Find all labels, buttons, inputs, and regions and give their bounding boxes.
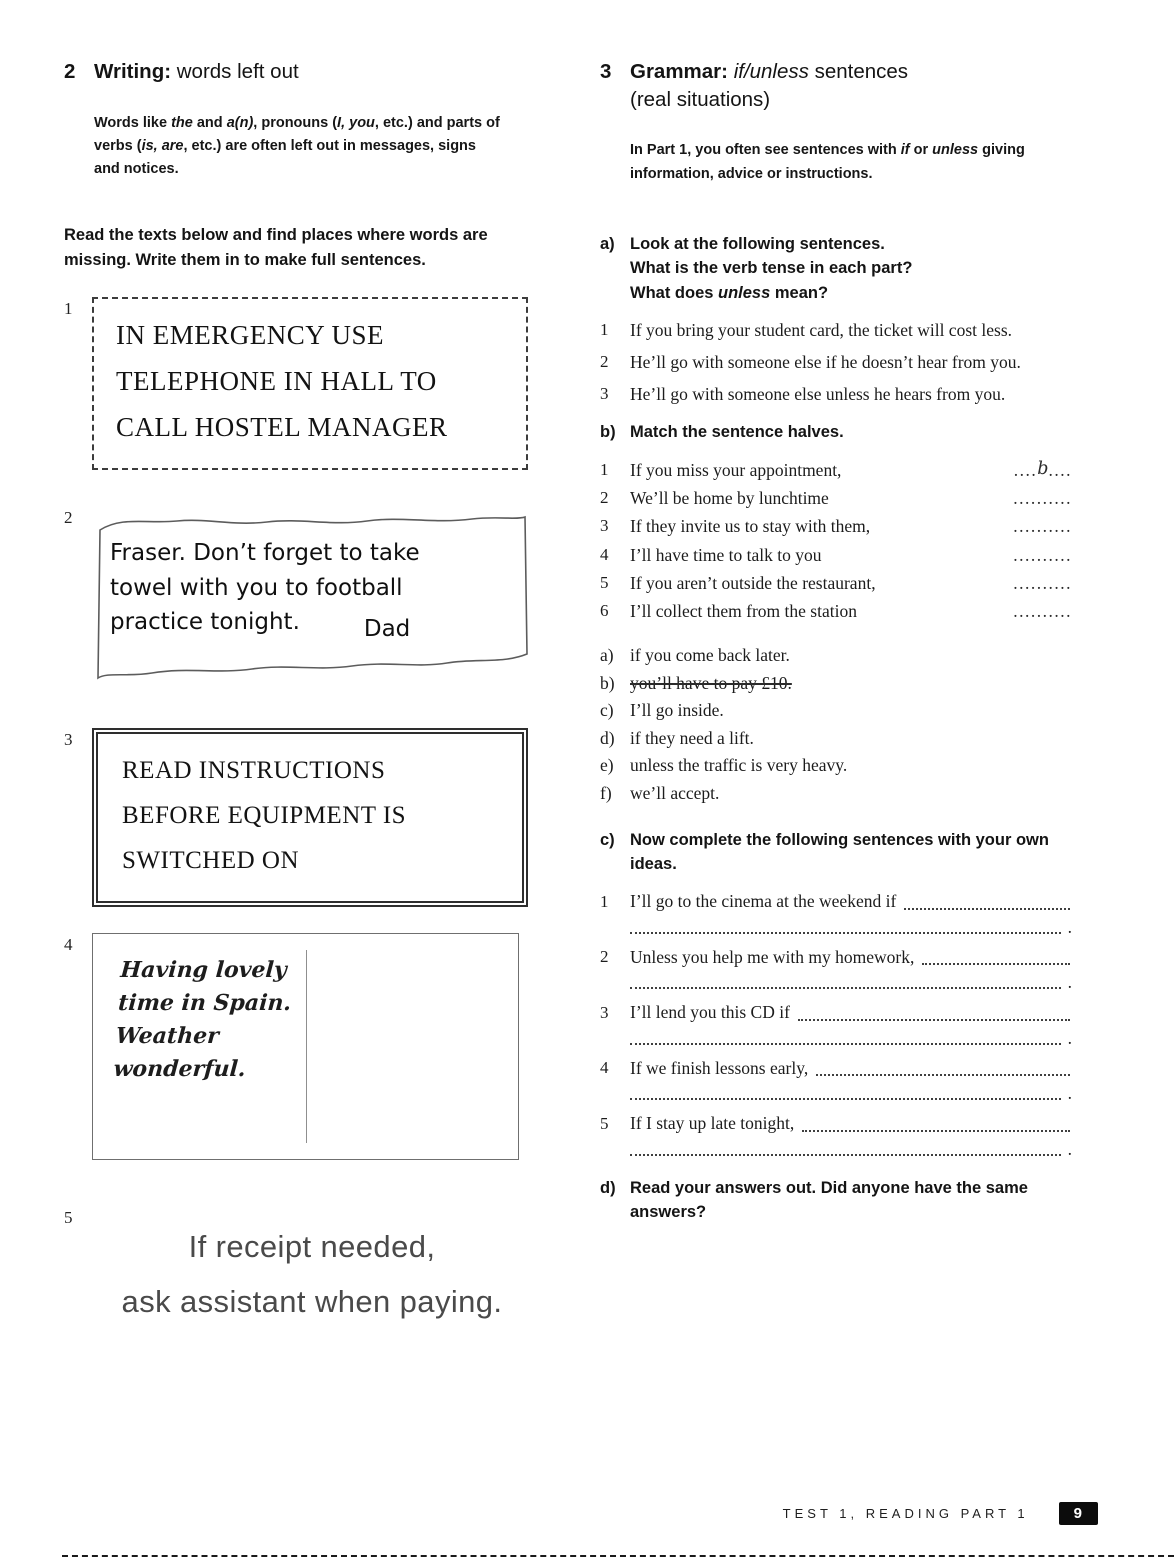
text-segment: . — [1067, 1138, 1072, 1159]
text-segment: ..... — [1042, 600, 1072, 621]
part-heading-text: Match the sentence halves. — [630, 423, 844, 442]
postcard-message — [112, 954, 294, 1086]
text-segment: or — [909, 142, 933, 159]
receipt-sign — [92, 1206, 532, 1329]
exercise-text-1 — [64, 297, 542, 471]
option-row — [600, 670, 1116, 698]
exercise-text-2 — [64, 506, 542, 694]
option-letter: e) — [600, 755, 614, 776]
sign-line: READ INSTRUCTIONS — [122, 757, 386, 785]
sentence-text: He’ll go with someone else unless he hears from you. — [630, 384, 1006, 405]
answer-blank — [1013, 485, 1072, 513]
text-segment: Grammar: — [630, 60, 734, 83]
part-a-heading — [600, 232, 1116, 306]
note-line: Fraser. Don’t forget to take — [110, 540, 420, 567]
part-label: b) — [600, 423, 616, 442]
part-label: c) — [600, 830, 615, 849]
text-segment: sentences — [808, 60, 909, 83]
text-segment: is, are — [141, 137, 184, 154]
sentence-half: If you aren’t outside the restaurant, — [630, 572, 876, 593]
sentence-half: If you miss your appointment, — [630, 460, 842, 481]
list-number: 1 — [600, 460, 609, 480]
option-row — [600, 725, 1116, 753]
page-edge-artifact — [62, 1555, 1174, 1557]
exercise-text-3 — [64, 728, 542, 907]
sentence-start: If we finish lessons early, — [630, 1057, 809, 1078]
heading-line: What is the verb tense in each part? — [630, 259, 913, 278]
list-number: 6 — [600, 600, 609, 620]
text-segment: ..... — [1042, 572, 1072, 593]
dotted-blank-line — [630, 932, 1061, 934]
match-row — [600, 542, 1072, 570]
exercise-text-4 — [64, 933, 542, 1160]
list-number: 4 — [600, 544, 609, 564]
item-number: 3 — [64, 730, 73, 750]
dotted-blank-line — [630, 987, 1061, 989]
fill-in-row — [630, 969, 1072, 993]
sign-line: ask assistant when paying. — [121, 1283, 503, 1319]
list-number: 1 — [600, 319, 609, 339]
section-number: 2 — [64, 60, 76, 83]
note-message — [110, 536, 420, 643]
text-segment: if — [900, 142, 910, 159]
text-segment: words left out — [171, 60, 299, 83]
text-segment: ..... — [1013, 544, 1043, 565]
part-a — [600, 232, 1116, 407]
fill-in-item — [600, 889, 1116, 938]
item-number: 5 — [64, 1208, 73, 1228]
fill-in-item — [600, 945, 1116, 994]
part-c — [600, 828, 1116, 1160]
option-text-crossed-out: you’ll have to pay £10. — [630, 672, 792, 693]
writing-instruction: Read the texts below and find places where words are missing. Write them in to make full sentences. — [64, 226, 488, 269]
dotted-blank-line — [802, 1130, 1070, 1132]
text-segment: Words like — [94, 114, 172, 131]
fill-in-row — [630, 1025, 1072, 1049]
note-signature: Dad — [363, 616, 411, 643]
footer-test-label: TEST 1, READING PART 1 — [782, 1506, 1029, 1521]
text-segment: .... — [1013, 460, 1038, 481]
fill-in-row — [600, 889, 1072, 914]
postcard — [92, 933, 519, 1160]
sentence-start: I’ll lend you this CD if — [630, 1002, 790, 1023]
note-line — [110, 605, 420, 643]
option-text: if they need a lift. — [630, 727, 754, 748]
option-letter: b) — [600, 672, 615, 693]
section-title — [630, 58, 908, 113]
text-segment: ..... — [1013, 516, 1043, 537]
text-segment: Writing: — [94, 60, 172, 83]
option-letter: d) — [600, 727, 615, 748]
item-number: 1 — [64, 298, 73, 318]
dotted-blank-line — [798, 1019, 1070, 1021]
fill-in-row — [630, 1136, 1072, 1160]
text-segment: unless — [718, 284, 771, 303]
text-segment: . — [1067, 1027, 1072, 1048]
text-segment: ..... — [1042, 488, 1072, 509]
section-title — [94, 58, 299, 86]
postcard-line: time in Spain. — [117, 990, 293, 1017]
text-segment: ..... — [1042, 516, 1072, 537]
fill-in-row — [600, 1056, 1072, 1081]
section-subtitle: (real situations) — [630, 87, 771, 111]
handwritten-note — [92, 506, 532, 694]
sentence-half: If they invite us to stay with them, — [630, 516, 871, 537]
sentence-half: I’ll have time to talk to you — [630, 544, 822, 565]
list-number: 2 — [600, 352, 609, 372]
answer-blank — [1013, 542, 1072, 570]
sign-line: If receipt needed, — [188, 1229, 436, 1265]
postcard-line: Having lovely — [119, 957, 288, 984]
list-number: 5 — [600, 1113, 609, 1133]
sentence-half: I’ll collect them from the station — [630, 600, 857, 621]
option-row — [600, 780, 1116, 808]
postcard-divider-line — [306, 950, 308, 1143]
match-row — [600, 598, 1072, 626]
item-number: 2 — [64, 508, 73, 528]
text-segment: , etc.) and parts of verbs ( — [94, 114, 500, 154]
list-number: 3 — [600, 516, 609, 536]
handwritten-answer: b — [1037, 459, 1049, 480]
text-segment: . — [1067, 1083, 1072, 1104]
option-text: if you come back later. — [630, 644, 790, 665]
sign-line: SWITCHED ON — [122, 847, 300, 875]
sign-line: BEFORE EQUIPMENT IS — [122, 802, 407, 830]
grammar-intro — [630, 139, 1048, 185]
part-b-match-list — [600, 457, 1116, 626]
list-number: 4 — [600, 1058, 609, 1078]
exercise-text-5 — [64, 1206, 542, 1329]
fill-in-row — [630, 1080, 1072, 1104]
part-b-options — [600, 642, 1116, 808]
text-segment: unless — [932, 142, 979, 159]
section-number: 3 — [600, 60, 612, 83]
text-segment: ..... — [1013, 600, 1043, 621]
dotted-blank-line — [630, 1098, 1061, 1100]
list-number: 3 — [600, 384, 609, 404]
sentence-text: He’ll go with someone else if he doesn’t hear from you. — [630, 352, 1021, 373]
text-segment: In Part 1, you often see sentences with — [630, 142, 901, 159]
text-segment: giving information, advice or instructions. — [630, 142, 1025, 182]
fill-in-row — [600, 1111, 1072, 1136]
option-row — [600, 697, 1116, 725]
writing-intro — [94, 112, 504, 182]
text-segment: , etc.) are often left out in messages, signs and notices. — [94, 137, 476, 178]
text-segment: , pronouns ( — [253, 114, 338, 131]
part-a-sentences — [600, 318, 1116, 406]
fill-in-row — [600, 1000, 1072, 1025]
part-label: d) — [600, 1178, 616, 1197]
sign-line: TELEPHONE IN HALL TO — [116, 365, 437, 396]
part-d — [600, 1176, 1116, 1226]
dotted-blank-line — [630, 1154, 1061, 1156]
list-number: 3 — [600, 1002, 609, 1022]
part-heading-text — [630, 232, 1060, 306]
option-letter: f) — [600, 783, 612, 804]
answer-blank — [1013, 513, 1072, 541]
text-segment: I, you — [337, 114, 375, 131]
fill-in-item — [600, 1056, 1116, 1105]
part-d-heading — [600, 1176, 1116, 1226]
writing-section-heading — [64, 58, 542, 86]
note-line: towel with you to football — [110, 574, 403, 601]
dotted-blank-line — [630, 1043, 1061, 1045]
option-text: we’ll accept. — [630, 783, 720, 804]
sentence-text: If you bring your student card, the ticket will cost less. — [630, 319, 1013, 340]
dotted-blank-line — [904, 908, 1070, 910]
option-row — [600, 752, 1116, 780]
heading-line: Look at the following sentences. — [630, 234, 885, 253]
sentence-half: We’ll be home by lunchtime — [630, 488, 829, 509]
sentence-start: Unless you help me with my homework, — [630, 946, 915, 967]
option-text: unless the traffic is very heavy. — [630, 755, 848, 776]
postcard-line: Weather — [114, 1023, 220, 1050]
text-segment: a(n) — [226, 114, 254, 131]
part-b — [600, 420, 1116, 807]
sentence-start: I’ll go to the cinema at the weekend if — [630, 891, 897, 912]
text-segment: practice tonight. — [110, 609, 300, 636]
list-item — [600, 382, 1116, 406]
option-text: I’ll go inside. — [630, 700, 724, 721]
fill-in-row — [600, 945, 1072, 970]
text-segment: the — [171, 114, 193, 131]
heading-line — [630, 281, 1060, 306]
part-c-heading — [600, 828, 1116, 878]
page-number-badge: 9 — [1059, 1502, 1098, 1525]
part-heading-text: Read your answers out. Did anyone have the same answers? — [630, 1178, 1028, 1222]
match-row — [600, 570, 1072, 598]
list-number: 2 — [600, 947, 609, 967]
list-number: 1 — [600, 891, 609, 911]
text-segment: mean? — [770, 284, 829, 303]
answer-blank — [1013, 598, 1072, 626]
option-letter: a) — [600, 644, 614, 665]
page-footer — [783, 1502, 1098, 1525]
text-segment: if/unless — [733, 60, 809, 83]
sign-line: IN EMERGENCY USE — [116, 319, 384, 350]
answer-blank — [1013, 570, 1072, 598]
grammar-section-heading — [600, 58, 1116, 113]
item-number: 4 — [64, 935, 73, 955]
answer-blank — [1014, 457, 1072, 485]
list-item — [600, 350, 1116, 374]
fill-in-row — [630, 914, 1072, 938]
part-label: a) — [600, 234, 615, 253]
postcard-line: wonderful. — [112, 1056, 247, 1083]
match-row — [600, 485, 1072, 513]
fill-in-item — [600, 1000, 1116, 1049]
fill-in-item — [600, 1111, 1116, 1160]
text-segment: ..... — [1013, 488, 1043, 509]
text-segment: and — [192, 114, 227, 131]
part-heading-text: Now complete the following sentences with your own ideas. — [630, 830, 1049, 874]
sign-line: CALL HOSTEL MANAGER — [116, 411, 448, 442]
match-row — [600, 513, 1072, 541]
list-item — [600, 318, 1116, 342]
grammar-section — [600, 58, 1116, 1237]
option-row — [600, 642, 1116, 670]
instructions-sign — [92, 728, 528, 907]
text-segment: ..... — [1013, 572, 1043, 593]
text-segment: ..... — [1042, 544, 1072, 565]
sentence-start: If I stay up late tonight, — [630, 1113, 795, 1134]
writing-section — [64, 58, 542, 1329]
text-segment: .... — [1048, 460, 1072, 481]
list-number: 2 — [600, 488, 609, 508]
option-letter: c) — [600, 700, 614, 721]
text-segment: . — [1067, 972, 1072, 993]
emergency-sign — [92, 297, 528, 471]
dotted-blank-line — [816, 1074, 1070, 1076]
match-row — [600, 457, 1072, 485]
text-segment: What does — [630, 284, 719, 303]
part-b-heading — [600, 420, 1116, 445]
dotted-blank-line — [922, 963, 1070, 965]
text-segment: . — [1067, 916, 1072, 937]
list-number: 5 — [600, 572, 609, 592]
